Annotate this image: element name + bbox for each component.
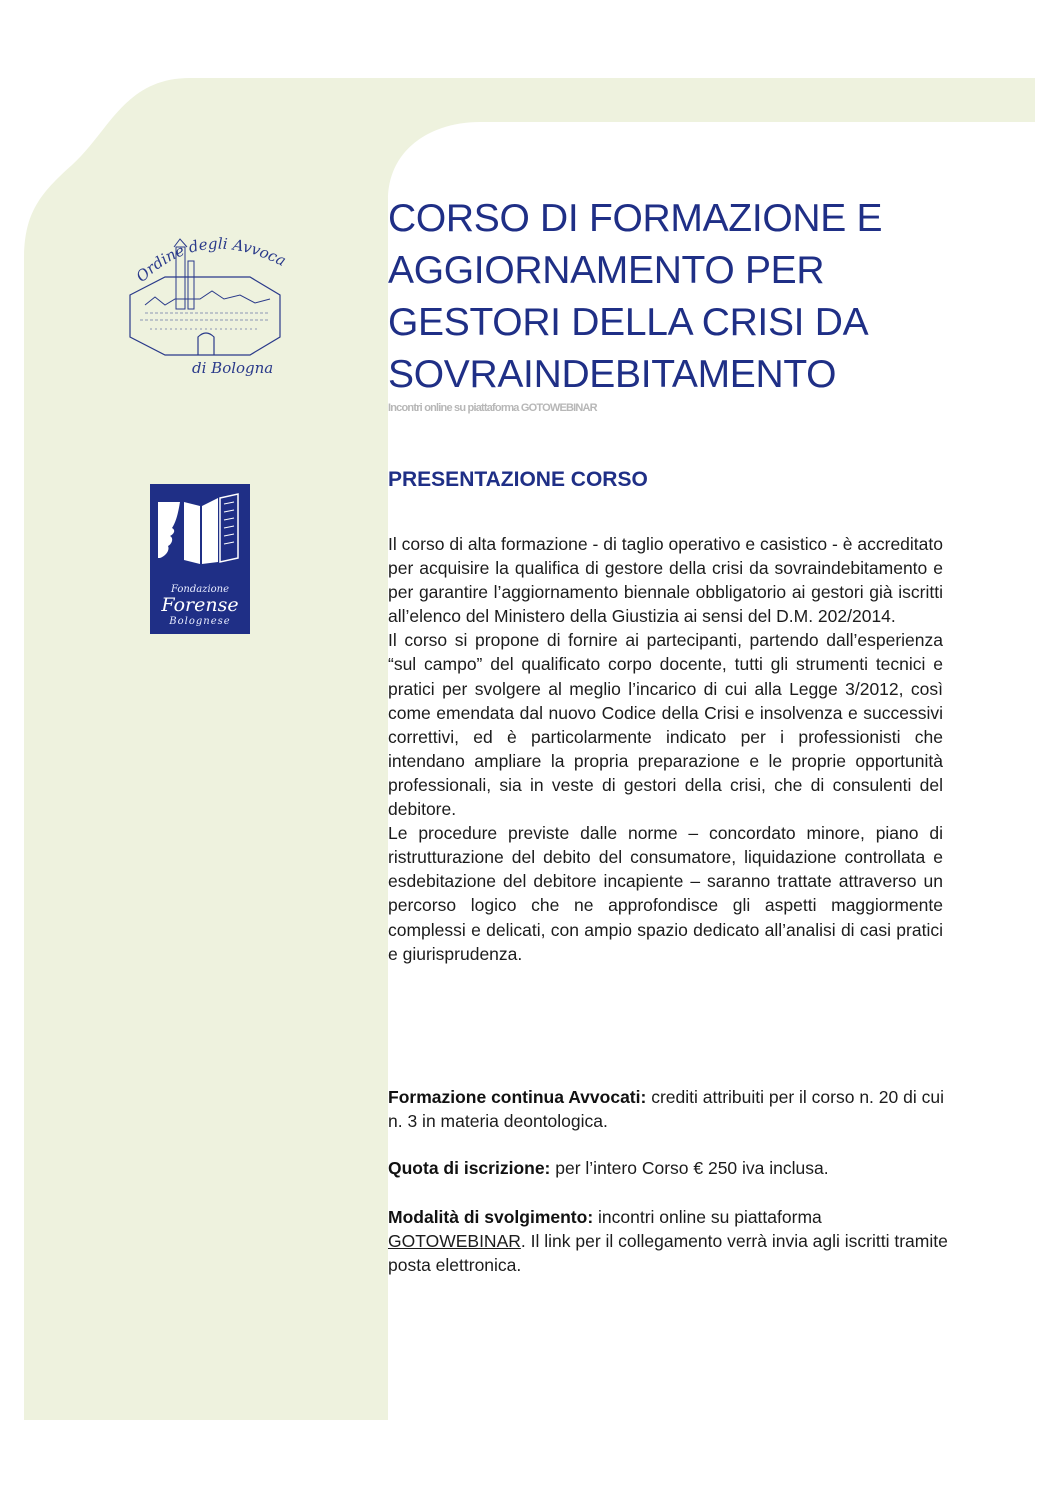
ordine-logo-text-bottom: di Bologna — [192, 359, 274, 377]
info-modalita-text-after: . Il link per il collegamento verrà invia agli iscritti tramite posta elettronica. — [388, 1231, 948, 1276]
ordine-avvocati-logo — [120, 225, 290, 390]
fondazione-forense-logo — [150, 484, 250, 634]
gotowebinar-link[interactable]: GOTOWEBINAR — [388, 1231, 521, 1252]
info-modalita-label: Modalità di svolgimento: — [388, 1207, 594, 1227]
info-quota-text: per l’intero Corso € 250 iva inclusa. — [550, 1158, 829, 1178]
info-modalita — [388, 1205, 948, 1277]
ordine-logo-text-top: Ordine degli Avvoca — [132, 234, 289, 286]
paragraph-1: Il corso di alta formazione - di taglio operativo e casistico - è accreditato per acquisire la qualifica di gestore della crisi da sovraindebitamento e per garantire l’aggiornamento biennale obbligatorio ai gestori già iscritti all’elenco del Ministero della Giustizia ai sensi del D.M. 202/2014. — [388, 534, 943, 627]
course-description — [388, 532, 943, 966]
info-formazione-label: Formazione continua Avvocati: — [388, 1087, 647, 1107]
info-formazione-text: crediti attribuiti per il corso n. 20 di cui n. 3 in materia deontologica. — [388, 1087, 944, 1132]
section-heading: PRESENTAZIONE CORSO — [388, 468, 648, 491]
info-formazione — [388, 1085, 948, 1133]
page-title: CORSO DI FORMAZIONE E AGGIORNAMENTO PER GESTORI DELLA CRISI DA SOVRAINDEBITAMENTO — [388, 197, 883, 396]
paragraph-2: Il corso si propone di fornire ai partecipanti, partendo dall’esperienza “sul campo” del qualificato corpo docente, tutti gli strumenti tecnici e pratici per svolgere al meglio l’incarico di cui alla Legge 3/2012, così come emendata dal nuovo Codice della Crisi e insolvenza e successivi correttivi, ed è particolarmente indicato per i professionisti che intendano ampliare la propria preparazione e le proprie opportunità professionali, sia in veste di gestori della crisi, che di consulenti del debitore. — [388, 630, 943, 820]
info-quota-label: Quota di iscrizione: — [388, 1158, 551, 1178]
page-subtitle: Incontri online su piattaforma GOTOWEBINAR — [388, 402, 597, 414]
paragraph-3: Le procedure previste dalle norme – concordato minore, piano di ristrutturazione del debito del consumatore, liquidazione controllata e esdebitazione del debitore incapiente – saranno trattate attraverso un percorso logico che ne approfondisce gli aspetti maggiormente complessi e delicati, con ampio spazio dedicato all’analisi di casi pratici e giurisprudenza. — [388, 823, 943, 964]
fondazione-logo-line2: Forense — [161, 594, 239, 616]
fondazione-logo-line3: Bolognese — [169, 616, 231, 627]
info-quota — [388, 1156, 948, 1180]
info-modalita-text-before: incontri online su piattaforma — [593, 1207, 822, 1227]
fondazione-logo-line1: Fondazione — [170, 584, 230, 595]
